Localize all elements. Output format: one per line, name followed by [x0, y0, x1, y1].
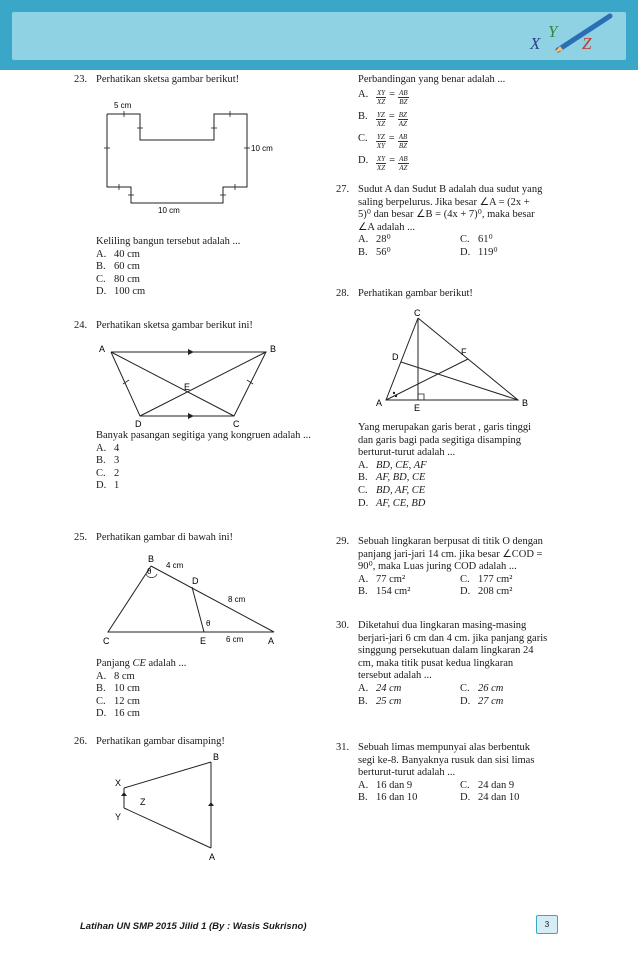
option-b[interactable]: B. AF, BD, CE	[358, 472, 426, 484]
option-d[interactable]: D. 24 dan 10	[460, 792, 520, 804]
option-b[interactable]	[96, 683, 318, 696]
option-text: 100 cm	[114, 286, 146, 298]
option-b[interactable]: B. 25 cm	[358, 695, 402, 707]
option-d[interactable]: D. 27 cm	[460, 695, 504, 707]
label-theta-b: θ	[147, 567, 152, 576]
logo-letter-y: Y	[548, 22, 558, 41]
option-c[interactable]	[96, 274, 318, 287]
question-29	[336, 536, 562, 599]
option-label: A.	[358, 88, 369, 100]
option-a[interactable]	[96, 671, 318, 684]
option-b[interactable]: B. $\frac{YZ}{XZ}$ = $\frac{BZ}{AZ}$	[358, 110, 407, 128]
label-right: 10 cm	[251, 144, 273, 153]
option-text: 12 cm	[114, 695, 140, 707]
label-d: D	[392, 352, 399, 362]
option-label: B.	[358, 110, 368, 122]
question-number: 29.	[336, 536, 350, 547]
label-b: B	[270, 344, 277, 354]
option-text: 60 cm	[114, 261, 140, 273]
question-30	[336, 620, 562, 708]
label-e: E	[414, 403, 421, 413]
question-line: dan garis bagi pada segitiga disamping	[358, 434, 522, 446]
options-row-1	[358, 780, 562, 793]
question-variable: CE	[132, 658, 146, 669]
question-number: 28.	[336, 288, 350, 299]
xyz-logo	[518, 8, 618, 64]
option-label: C.	[96, 273, 106, 285]
options-row-1	[358, 683, 562, 696]
label-b: B	[213, 752, 220, 762]
label-y: Y	[115, 812, 122, 822]
options-row-2	[358, 792, 562, 805]
option-text: 16 cm	[114, 708, 140, 720]
question-24	[74, 320, 318, 492]
question-text: Perhatikan sketsa gambar berikut!	[96, 74, 240, 85]
option-c[interactable]	[96, 696, 318, 709]
option-a[interactable]: A. BD, CE, AF	[358, 459, 427, 471]
question-26	[74, 736, 318, 862]
page-number: 3	[536, 915, 558, 934]
option-text: 1	[114, 480, 120, 492]
options-row-2	[358, 247, 562, 260]
option-label: D.	[358, 154, 369, 166]
option-text: 3	[114, 455, 120, 467]
option-label: B.	[96, 261, 106, 273]
question-line: berturut-turut adalah ...	[358, 447, 456, 459]
label-b: B	[522, 398, 529, 408]
question-number: 25.	[74, 532, 88, 543]
label-c: C	[414, 308, 421, 318]
option-a[interactable]	[96, 249, 318, 262]
question-line: 90⁰, maka Luas juring COD adalah ...	[358, 561, 517, 573]
option-d[interactable]	[96, 708, 318, 721]
label-f: F	[461, 347, 467, 357]
option-c[interactable]: C. 24 dan 9	[460, 779, 515, 791]
option-label: A.	[96, 248, 107, 260]
fraction-right: $\frac{AB}{BZ}$	[399, 88, 408, 106]
question-line: panjang jari-jari 14 cm. jika besar ∠COD =	[358, 548, 543, 560]
question-line: berturut-turut adalah ...	[358, 767, 456, 779]
figure-q25	[96, 552, 316, 647]
question-line: singgung persekutuan dalam lingkaran 24	[358, 645, 534, 657]
label-ea: 6 cm	[226, 635, 244, 644]
label-theta-e: θ	[206, 619, 211, 628]
question-line: Sudut A dan Sudut B adalah dua sudut yang	[358, 184, 543, 195]
option-label: C.	[358, 132, 368, 144]
question-line: berjari-jari 6 cm dan 4 cm. jika panjang garis	[358, 632, 548, 644]
question-line: saling berpelurus. Jika besar ∠A = (2x +	[358, 196, 530, 208]
label-e: E	[200, 636, 207, 646]
figure-q23	[96, 96, 316, 226]
fraction-left: $\frac{YZ}{XZ}$	[376, 110, 385, 128]
option-a[interactable]: A. 24 cm	[358, 682, 402, 694]
figure-q24	[96, 342, 316, 429]
option-c[interactable]: C. 61⁰	[460, 234, 493, 246]
figure-q28	[358, 308, 548, 414]
fraction-left: $\frac{XY}{XZ}$	[377, 88, 386, 106]
options-row-2	[358, 586, 562, 599]
fraction-right: $\frac{AB}{AZ}$	[399, 154, 408, 172]
label-b: B	[148, 554, 155, 564]
option-d[interactable]	[96, 286, 318, 299]
option-a[interactable]: A. 28⁰	[358, 234, 391, 246]
question-text: Perhatikan sketsa gambar berikut ini!	[96, 320, 253, 331]
question-line: Sebuah limas mempunyai alas berbentuk	[358, 742, 531, 753]
option-a[interactable]: A. $\frac{XY}{XZ}$ = $\frac{AB}{BZ}$	[358, 88, 408, 106]
option-text: 8 cm	[114, 670, 135, 682]
label-a: A	[268, 636, 275, 646]
question-prompt: Keliling bangun tersebut adalah ...	[96, 236, 241, 247]
option-text: 40 cm	[114, 248, 140, 260]
option-label: C.	[96, 695, 106, 707]
question-line: 5)⁰ dan besar ∠B = (4x + 7)⁰, maka besar	[358, 209, 535, 221]
option-text: 4	[114, 442, 120, 454]
question-number: 31.	[336, 742, 350, 753]
option-c[interactable]: C. $\frac{YZ}{XY}$ = $\frac{AB}{BZ}$	[358, 132, 408, 150]
label-d: D	[135, 419, 142, 429]
question-text: Perhatikan gambar berikut!	[358, 288, 473, 299]
question-line: ∠A adalah ...	[358, 221, 415, 233]
options-row-2	[358, 696, 562, 709]
option-d[interactable]: D. $\frac{XY}{XZ}$ = $\frac{AB}{AZ}$	[358, 154, 408, 172]
option-label: D.	[96, 480, 107, 492]
option-d[interactable]: D. 119⁰	[460, 246, 498, 258]
question-31	[336, 742, 562, 805]
option-a[interactable]	[96, 443, 318, 456]
option-label: D.	[96, 708, 107, 720]
label-c: C	[103, 636, 110, 646]
label-a: A	[99, 344, 106, 354]
question-number: 27.	[336, 184, 350, 195]
option-d[interactable]: D. AF, CE, BD	[358, 497, 426, 509]
option-label: B.	[96, 455, 106, 467]
option-label: D.	[96, 286, 107, 298]
question-line: Sebuah lingkaran berpusat di titik O dengan	[358, 536, 543, 547]
option-label: C.	[96, 467, 106, 479]
option-b[interactable]: B. 56⁰	[358, 246, 391, 258]
option-text: 80 cm	[114, 273, 140, 285]
label-c: C	[233, 419, 240, 429]
label-d: D	[192, 576, 199, 586]
question-28	[336, 288, 562, 509]
option-b[interactable]: B. 16 dan 10	[358, 792, 418, 804]
option-c[interactable]: C. BD, AF, CE	[358, 484, 426, 496]
option-d[interactable]	[96, 480, 318, 493]
question-number: 23.	[74, 74, 88, 85]
options-row-1	[358, 574, 562, 587]
option-b[interactable]: B. 154 cm²	[358, 586, 411, 598]
option-a[interactable]: A. 16 dan 9	[358, 779, 413, 791]
question-prompt: Banyak pasangan segitiga yang kongruen adalah ...	[96, 430, 311, 441]
option-a[interactable]: A. 77 cm²	[358, 573, 406, 585]
option-b[interactable]	[96, 261, 318, 274]
footer-text: Latihan UN SMP 2015 Jilid 1 (By : Wasis Sukrisno)	[80, 921, 307, 932]
question-line: segi ke-8. Banyaknya rusuk dan sisi limas	[358, 754, 535, 766]
label-bd: 4 cm	[166, 561, 184, 570]
logo-letter-x: X	[530, 34, 541, 53]
fraction-right: $\frac{BZ}{AZ}$	[398, 110, 407, 128]
fraction-right: $\frac{AB}{BZ}$	[398, 132, 408, 150]
header-banner	[0, 0, 638, 70]
option-b[interactable]	[96, 455, 318, 468]
options-row-1	[358, 234, 562, 247]
label-a: A	[209, 852, 216, 862]
question-23	[74, 74, 318, 298]
option-label: A.	[96, 670, 107, 682]
label-top: 5 cm	[114, 101, 132, 110]
fraction-left: $\frac{XY}{XZ}$	[377, 154, 386, 172]
option-text: 2	[114, 467, 120, 479]
label-bottom: 10 cm	[158, 206, 180, 215]
question-26-continued	[340, 74, 562, 172]
option-label: A.	[96, 442, 107, 454]
question-prompt: Perbandingan yang benar adalah ...	[358, 74, 506, 85]
option-text: 10 cm	[114, 683, 140, 695]
question-line: Diketahui dua lingkaran masing-masing	[358, 620, 527, 631]
label-da: 8 cm	[228, 595, 246, 604]
question-prompt: Panjang CE adalah ...	[96, 658, 187, 669]
figure-q26	[96, 752, 296, 864]
label-a: A	[376, 398, 383, 408]
logo-letter-z: Z	[582, 34, 592, 53]
fraction-left: $\frac{YZ}{XY}$	[376, 132, 385, 150]
label-e: E	[184, 382, 191, 392]
question-line: Yang merupakan garis berat , garis tinggi	[358, 422, 532, 433]
option-d[interactable]: D. 208 cm²	[460, 586, 513, 598]
option-c[interactable]: C. 26 cm	[460, 682, 504, 694]
question-number: 26.	[74, 736, 88, 747]
question-line: tersebut adalah ...	[358, 670, 432, 682]
label-x: X	[115, 778, 122, 788]
option-c[interactable]: C. 177 cm²	[460, 573, 513, 585]
question-number: 24.	[74, 320, 88, 331]
question-text: Perhatikan gambar di bawah ini!	[96, 532, 234, 543]
question-number: 30.	[336, 620, 350, 631]
question-text: Perhatikan gambar disamping!	[96, 736, 225, 747]
option-label: B.	[96, 683, 106, 695]
question-line: cm, maka titik pusat kedua lingkaran	[358, 657, 514, 669]
question-27	[336, 184, 562, 260]
question-25	[74, 532, 318, 720]
label-z: Z	[140, 797, 146, 807]
option-c[interactable]	[96, 468, 318, 481]
